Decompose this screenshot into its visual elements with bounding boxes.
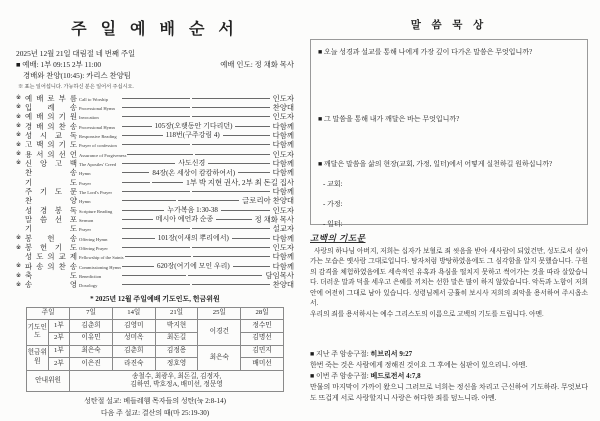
order-item-role: 다함께	[272, 252, 294, 262]
leader-line	[122, 266, 154, 267]
order-item-english: Doxology	[79, 283, 98, 289]
order-item-english: Assurance of Forgiveness	[79, 152, 127, 158]
practice-item-home: - 가정:	[323, 200, 343, 209]
leader-line	[235, 126, 269, 127]
roster-day: 7일	[70, 307, 113, 320]
order-item-name: 예 배 의 기 원	[25, 112, 77, 122]
roster-ushers	[70, 371, 284, 392]
order-item-english: Prayer	[79, 180, 91, 186]
roster-cell: 김정용	[155, 345, 198, 358]
order-item-detail: 사도신경	[178, 159, 206, 168]
order-item-role: 다함께	[272, 261, 294, 271]
order-item-role: 정 채화 목사	[254, 214, 294, 224]
order-item-role: 글로리아 찬양대	[242, 196, 294, 206]
order-item-english: Scripture Reading	[79, 208, 113, 214]
order-item-name: 봉 헌 기 도	[25, 243, 77, 252]
leader-line	[122, 135, 163, 136]
order-item-detail: 101장(이새의 뿌리에서)	[157, 234, 229, 243]
roster-cell: 라진숙	[112, 358, 155, 371]
leader-line	[122, 284, 190, 285]
confession-prayer-title: 고백의 기도문	[310, 233, 366, 243]
leader-line	[192, 191, 270, 192]
leader-line	[122, 200, 176, 201]
service-date: 2025년 12월 21일 대림절 네 번째 주일	[16, 49, 136, 58]
roster-row-prayer-1	[27, 320, 284, 333]
last-week-verse-label	[310, 349, 588, 360]
roster-cell: 이유민	[70, 332, 113, 345]
order-item-role: 다함께	[272, 140, 294, 150]
roster-part: 1부	[48, 320, 70, 333]
roster-cell: 최은숙	[70, 345, 113, 358]
order-item-role: 인도자	[272, 149, 294, 159]
order-item-english: Offering Prayer	[79, 246, 108, 251]
leader-line	[122, 107, 190, 108]
order-item-role: 인도자	[272, 243, 294, 252]
meditation-question-3: ■ 깨달은 말씀을 삶의 현장(교회, 가정, 일터)에서 어떻게 실천하길 원하십니까?	[318, 159, 553, 168]
order-item-name: 고 백 의 기 도	[25, 140, 77, 150]
stand-mark: ※	[16, 113, 21, 120]
this-week-verse-label	[310, 371, 588, 382]
stand-mark: ※	[16, 104, 21, 111]
order-item-role: 찬양대	[272, 280, 294, 290]
leader-line	[122, 126, 152, 127]
order-item-detail: 메시아 예언과 순종	[155, 215, 214, 224]
leader-line	[122, 191, 190, 192]
roster-cell: 성미옥	[112, 332, 155, 345]
order-item-english: The Lord's Prayer	[79, 189, 112, 195]
roster-row-offering-1	[27, 345, 284, 358]
order-item-role: 찬양대	[272, 102, 294, 112]
roster-row-label: 헌금위원	[27, 345, 49, 370]
leader-line	[192, 247, 270, 248]
order-item-name: 예 배 로 부 름	[25, 93, 77, 103]
order-item-english: Prayer	[79, 227, 91, 233]
order-item-name: 기 도	[25, 224, 77, 234]
leader-line	[233, 266, 270, 267]
meditation-title: 말 씀 묵 상	[410, 20, 488, 31]
order-item-english: Prayer of confession	[79, 143, 117, 149]
leader-line	[216, 219, 251, 220]
order-item-role: 다함께	[272, 186, 294, 196]
order-item-role: 인도자	[272, 205, 294, 215]
leader-line	[122, 172, 149, 173]
order-item-english: Offering Hymn	[79, 236, 108, 242]
memory-verse-section	[310, 349, 588, 403]
roster-title: * 2025년 12월 주일예배 기도인도, 헌금위원	[90, 295, 220, 304]
next-week-sermon-line: 다음 주 설교: 결산의 때(마 25:19-30)	[100, 408, 210, 417]
order-item-english: Sermon	[79, 217, 94, 223]
order-item-english: Hymn	[79, 171, 91, 177]
confession-prayer-body: 사랑의 하나님 아버지, 저희는 십자가 보혈로 죄 씻음을 받아 새사람이 되었건만, 성도로서 살아가는 모습은 옛사람 그대로입니다. 탕자처럼 방탕하였음에도 그 심각함을 알지 못했습니다. 구원의 감격을 체험하였음에도 세속적인 유혹과 욕심을 떨치지 못하고 썩어가는 것을 따라 살았습니다. 더러운 말과 덕을 세우고 은혜를 끼치는 선한 말은 많이 하지 않았습니다. 악독과 노함이 저희 안에 여전히 그대로 남아 있습니다. 성령님께서 긍휼히 보시사 저희의 죄악을 용서하여 주시옵소서.	[310, 247, 588, 308]
order-item-role: 다함께	[272, 233, 294, 243]
roster-cell: 김영미	[112, 320, 155, 333]
stand-mark: ※	[16, 281, 21, 288]
leader-line	[221, 210, 270, 211]
order-item-detail: 118번(구주강림 4)	[165, 131, 220, 140]
order-item-name: 신 앙 고 백	[25, 158, 77, 168]
order-item-english: Processional Hymn	[79, 124, 115, 130]
roster-cell: 최은숙	[198, 345, 241, 370]
roster-row-label: 기도인도	[27, 320, 49, 345]
order-item-name: 기 도	[25, 177, 77, 187]
service-times: ■ 예배: 1부 09:15 2부 11:00	[16, 60, 102, 70]
order-item-name: 봉 헌 송	[25, 233, 77, 243]
stand-mark: ※	[16, 244, 21, 251]
roster-cell: 김춘희	[70, 320, 113, 333]
duty-roster-table	[26, 307, 284, 393]
order-item-english: Hymn	[79, 199, 91, 205]
order-item-role: 담임목사	[265, 271, 294, 281]
leader-line	[122, 238, 155, 239]
roster-cell: 김명선	[241, 332, 284, 345]
roster-row-offering-2	[27, 358, 284, 371]
practice-item-work: - 일터:	[323, 220, 343, 229]
order-item-english: Call to Worship	[79, 96, 108, 102]
roster-cell: 배미선	[241, 358, 284, 371]
roster-cell: 최돈길	[155, 332, 198, 345]
practice-list	[318, 180, 581, 230]
this-week-verse-text: 만물의 마지막이 가까이 왔으니 그러므로 너희는 정신을 차리고 근신하여 기도하라. 무엇보다도 뜨겁게 서로 사랑할지니 사랑은 허다한 죄를 덮느니라. 아멘.	[310, 382, 588, 402]
roster-part: 2부	[48, 358, 70, 371]
leader-line	[208, 163, 269, 164]
order-item-name: 파 송 의 찬 송	[25, 261, 77, 271]
order-item-name: 성 도 의 교 제	[25, 252, 77, 262]
meditation-question-2: ■ 그 말씀을 통해 내가 깨달은 바는 무엇입니까?	[318, 114, 460, 123]
order-item-english: Commissioning Hymn	[79, 264, 121, 270]
order-item-role: 인도자	[272, 112, 294, 122]
service-leader: 예배 인도: 정 채화 목사	[220, 60, 294, 70]
roster-row-prayer-2	[27, 332, 284, 345]
leader-line	[122, 275, 186, 276]
order-item-name: 성 경 봉 독	[25, 205, 77, 215]
leader-line	[193, 256, 270, 257]
order-item-name: 성 시 교 독	[25, 130, 77, 140]
stand-mark: ※	[16, 272, 21, 279]
leader-line	[122, 210, 164, 211]
last-week-verse-text: 한번 죽는 것은 사람에게 정해진 것이요 그 후에는 심판이 있으리니. 아멘.	[310, 360, 528, 369]
leader-line	[152, 182, 184, 183]
order-item-role: 설교자	[272, 224, 294, 234]
order-item-english: Invocation	[79, 115, 99, 121]
verse-reference: 히브리서 9:27	[370, 350, 413, 359]
order-item-english: Benediction	[79, 274, 102, 280]
leader-line	[232, 238, 270, 239]
stand-mark: ※	[16, 160, 21, 167]
order-item-name: 송 영	[25, 280, 77, 290]
leader-line	[122, 163, 175, 164]
order-item-name: 주 기 도 문	[25, 186, 77, 196]
order-item-name: 말 씀 선 포	[25, 214, 77, 224]
leader-line	[122, 116, 190, 117]
order-item-english: The Apostles' Creed	[79, 161, 117, 167]
leader-line	[127, 154, 192, 155]
confession-prayer-closing: 우리의 죄를 용서하시는 예수 그리스도의 이름으로 고백의 기도를 드립니다. 아멘.	[310, 310, 544, 318]
leader-line	[192, 116, 270, 117]
order-item-name: 경 배 의 찬 송	[25, 121, 77, 131]
roster-cell: 김민지	[241, 345, 284, 358]
leader-line	[125, 256, 192, 257]
roster-part: 1부	[48, 345, 70, 358]
meditation-question-1: ■ 오늘 성경과 설교를 통해 나에게 가장 깊이 다가온 말씀은 무엇입니까?	[318, 48, 533, 56]
christmas-sermon-line: 성탄절 설교: 베들레헴 목자들의 성탄(눅 2:8-14)	[84, 397, 226, 406]
stand-mark: ※	[16, 95, 21, 101]
leader-line	[122, 228, 190, 229]
standing-legend: ※ 표는 일어섭니다. 가능하신 분은 일어서 주십시오.	[18, 84, 134, 91]
order-item-name: 찬 송	[25, 168, 77, 178]
meditation-page	[300, 0, 600, 421]
leader-line	[178, 200, 240, 201]
roster-ushers-line1: 송철수, 최광우, 최돈길, 김정자,	[131, 372, 222, 380]
roster-row-ushers	[27, 371, 284, 392]
roster-cell: 이은진	[70, 358, 113, 371]
roster-cell: 이경건	[198, 320, 241, 345]
service-header	[16, 48, 294, 81]
worship-order-list	[16, 93, 294, 289]
leader-line	[122, 182, 150, 183]
roster-cell: 박지현	[155, 320, 198, 333]
sermon-preview	[16, 396, 294, 419]
leader-line	[122, 144, 190, 145]
stand-mark: ※	[16, 151, 21, 158]
order-item-detail: 누가복음 1:30-38	[167, 206, 218, 215]
order-item-english: Fellowship of the Saints	[79, 255, 124, 261]
order-item-english: Responsive Reading	[79, 133, 117, 139]
order-item-role: 다함께	[272, 121, 294, 131]
leader-line	[192, 144, 270, 145]
praise-team-line: 경배와 찬양(10:45): 카리스 찬양팀	[23, 71, 131, 81]
meditation-question-box	[310, 39, 588, 229]
order-item-detail: 84장(온 세상이 캄캄하여서)	[152, 168, 236, 177]
leader-line	[188, 275, 262, 276]
order-item-role: 다함께	[272, 168, 294, 178]
roster-cell: 정수민	[241, 320, 284, 333]
roster-cell: 정호영	[155, 358, 198, 371]
roster-day: 21일	[155, 307, 198, 320]
order-item-role: 다함께	[272, 130, 294, 140]
roster-day: 14일	[112, 307, 155, 320]
worship-order-row	[16, 280, 294, 289]
order-item-detail: 620장(여기에 모인 우리)	[157, 262, 230, 271]
roster-ushers-line2: 김하연, 박호정A, 배미선, 정문영	[130, 381, 223, 389]
order-item-name: 용 서 의 선 언	[25, 149, 77, 159]
roster-corner: 주일	[27, 307, 70, 320]
leader-line	[192, 284, 270, 285]
roster-day: 25일	[198, 307, 241, 320]
leader-line	[192, 107, 270, 108]
order-item-role: 인도자	[272, 93, 294, 103]
verse-reference: 베드로전서 4:7,8	[370, 372, 421, 381]
roster-row-label: 안내위원	[27, 371, 70, 392]
practice-item-church: - 교회:	[323, 179, 343, 188]
roster-day: 28일	[241, 307, 284, 320]
leader-line	[238, 172, 269, 173]
roster-part: 2부	[48, 332, 70, 345]
stand-mark: ※	[16, 123, 21, 130]
leader-line	[122, 219, 153, 220]
page-title: 주 일 예 배 순 서	[71, 21, 239, 38]
stand-mark: ※	[16, 132, 21, 139]
order-item-name: 찬 양	[25, 196, 77, 206]
verse-label-text: ■ 지난 주 암송구절:	[310, 350, 371, 359]
verse-label-text: ■ 이번 주 암송구절:	[310, 372, 371, 381]
roster-cell: 김춘희	[112, 345, 155, 358]
roster-header-row	[27, 307, 284, 320]
leader-line	[223, 135, 270, 136]
stand-mark: ※	[16, 141, 21, 148]
order-item-detail: 105장(오랫동안 기다리던)	[154, 122, 233, 131]
leader-line	[192, 228, 270, 229]
leader-line	[195, 154, 270, 155]
leader-line	[192, 98, 270, 99]
order-item-role: 1부 박 지현 권사, 2부 최 돈길 집사	[186, 177, 294, 187]
order-item-name: 축 도	[25, 271, 77, 281]
leader-line	[122, 247, 190, 248]
order-item-role: 다함께	[272, 158, 294, 168]
order-item-english: Processional Hymn	[79, 105, 115, 111]
order-item-name: 입 례 송	[25, 102, 77, 112]
leader-line	[122, 98, 190, 99]
stand-mark: ※	[16, 263, 21, 270]
stand-mark: ※	[16, 235, 21, 242]
